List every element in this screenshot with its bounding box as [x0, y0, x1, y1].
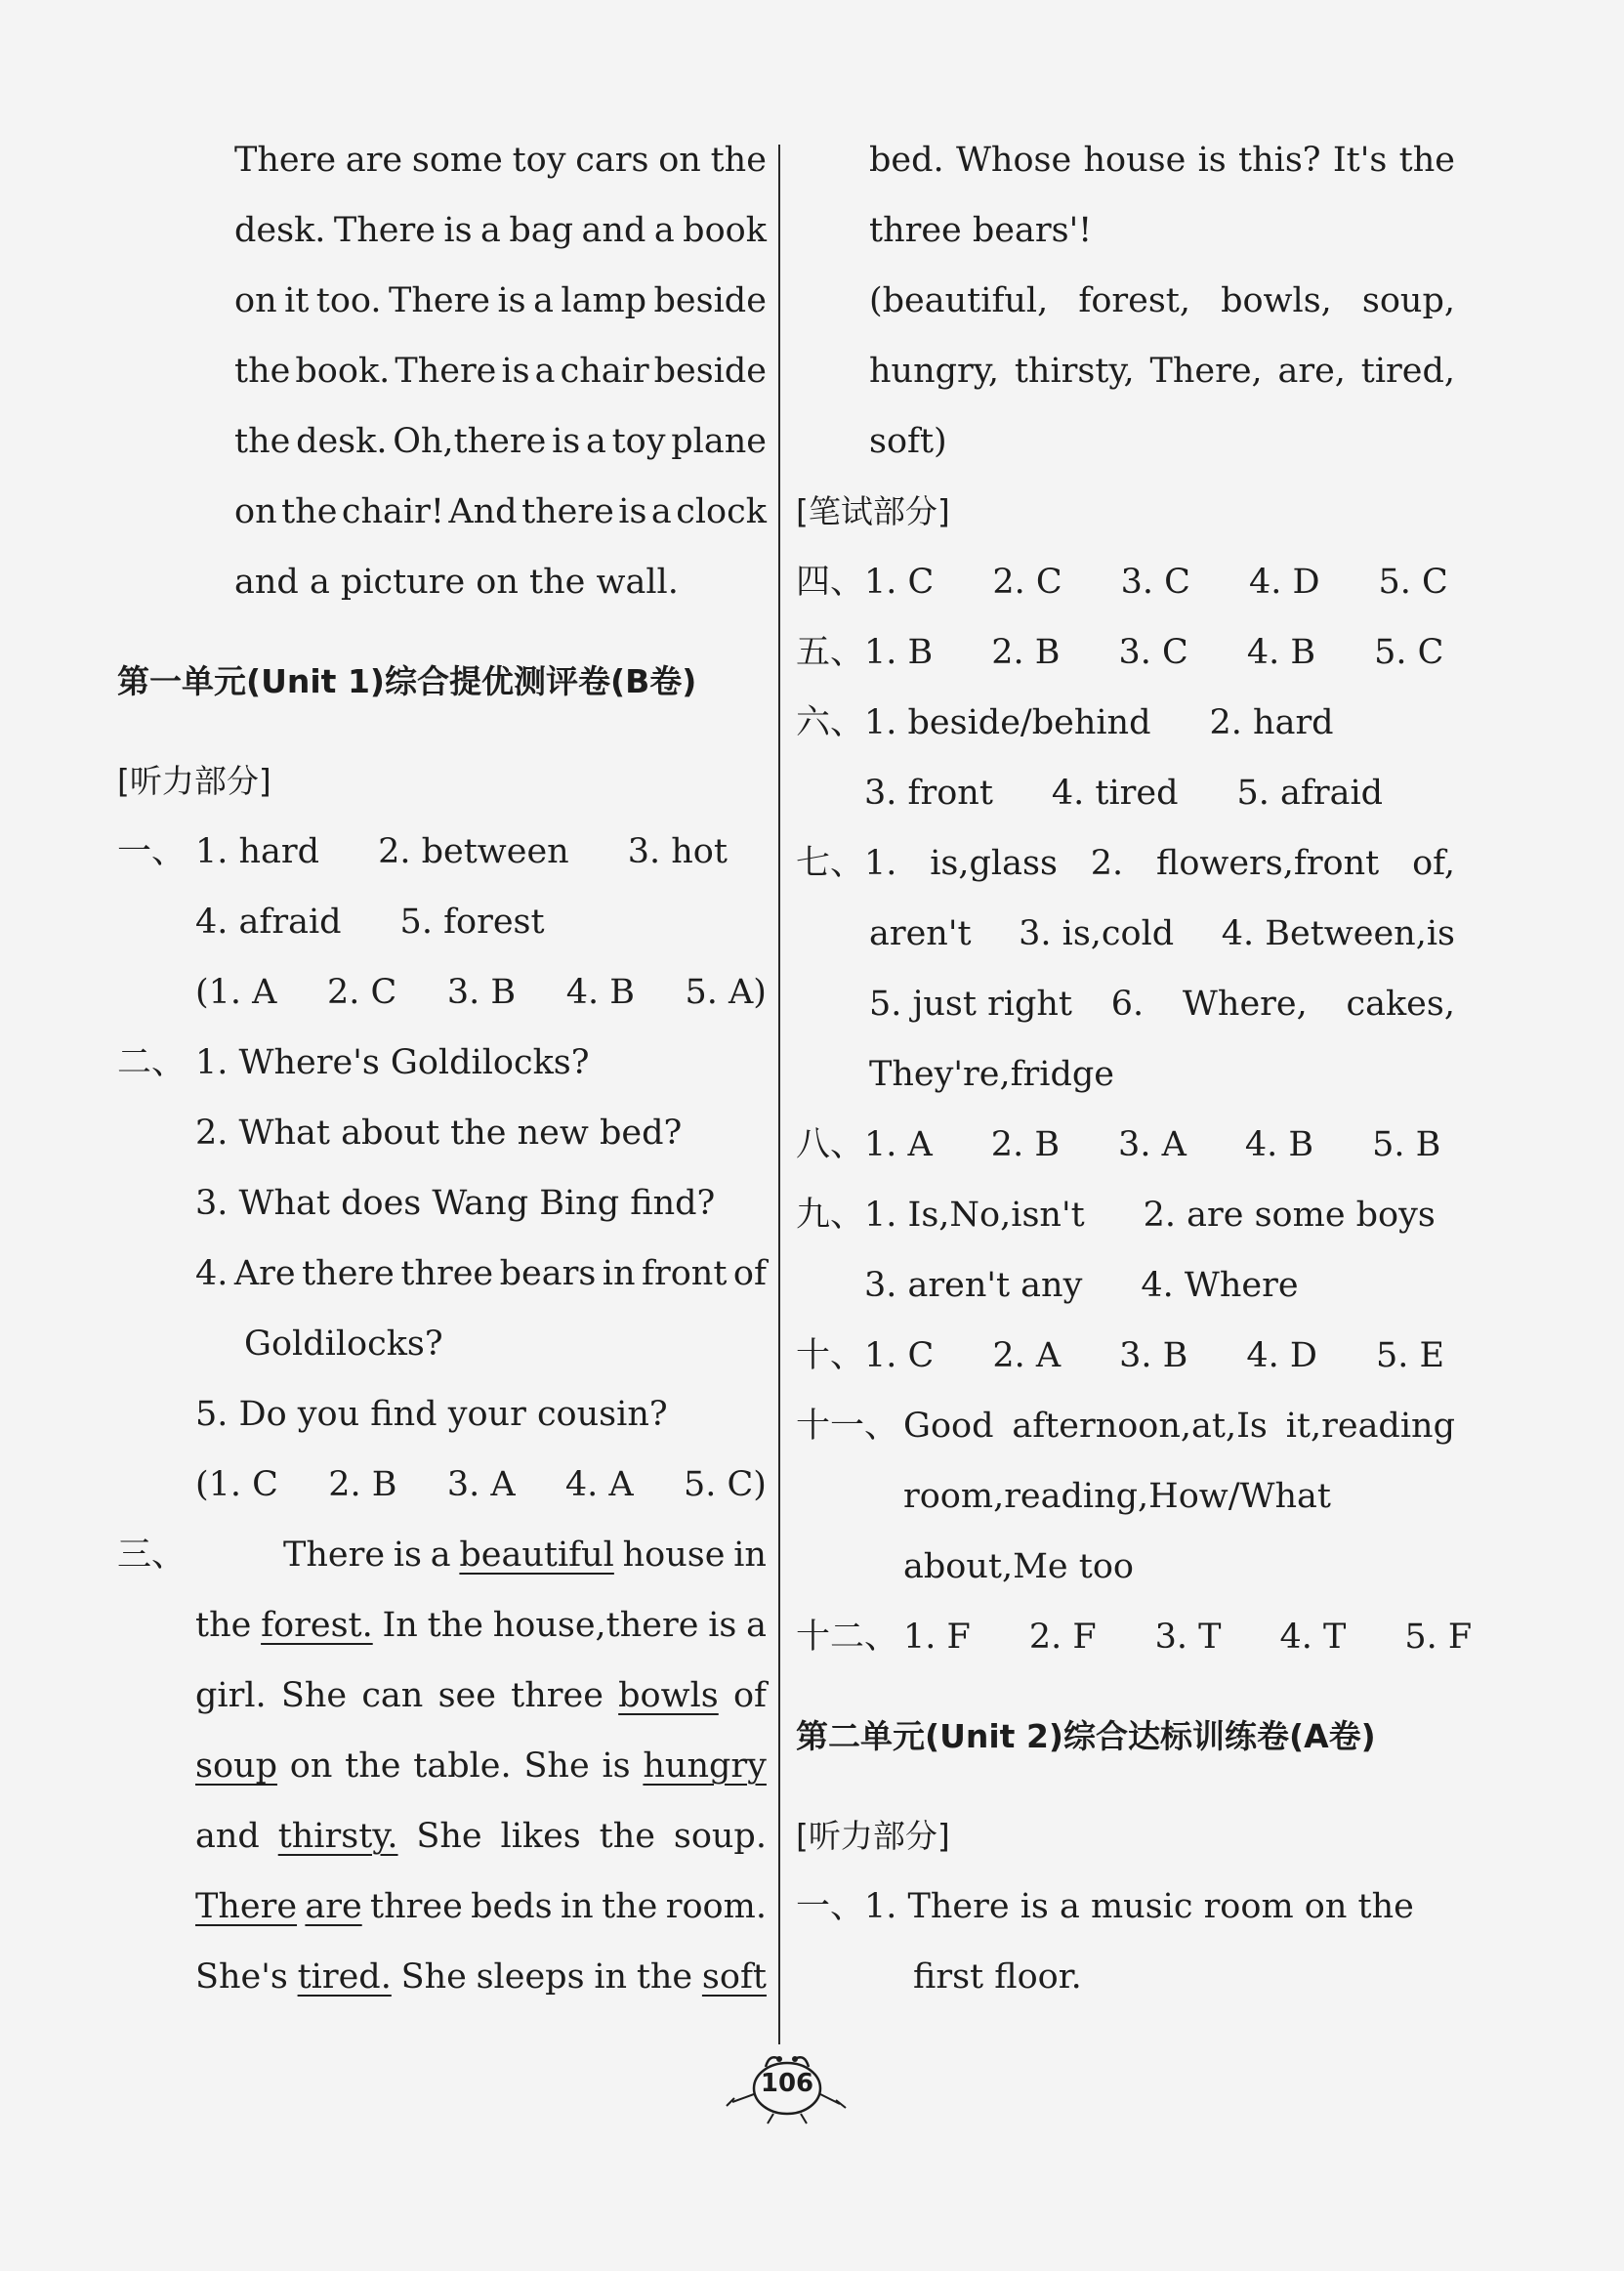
blank-answer: forest.: [261, 1606, 373, 1645]
section-3: [117, 1520, 767, 2012]
unit2-a-title: 第二单元(Unit 2)综合达标训练卷(A卷): [796, 1717, 1376, 1755]
section-9-line-2: 3. aren't any 4. Where: [864, 1266, 1299, 1305]
section-8: 八、1. A 2. B 3. A 4. B 5. B: [796, 1125, 1441, 1164]
passage-line-3: on it too. There is a lamp beside: [234, 281, 767, 320]
section-6-line-1: 六、1. beside/behind 2. hard: [796, 703, 1334, 742]
section-2-q4: 4. Are there three bears in front of: [195, 1254, 767, 1293]
section-3-line-4: soup on the table. She is hungry: [195, 1731, 767, 1801]
section-11-line-1: 十一、 Good afternoon,at,Is it,reading: [796, 1407, 1455, 1446]
section-3-line-6: There are three beds in the room.: [195, 1871, 767, 1942]
section-12: 十二、 1. F 2. F 3. T 4. T 5. F: [796, 1618, 1473, 1657]
passage-line-7: and a picture on the wall.: [234, 563, 679, 602]
word-bank-line-1: (beautiful, forest, bowls, soup,: [869, 281, 1455, 320]
section-6-line-2: 3. front 4. tired 5. afraid: [864, 774, 1384, 813]
passage-cont-line-2: three bears'!: [869, 211, 1093, 250]
section-2-q1: 二、 1. Where's Goldilocks?: [117, 1028, 767, 1098]
blank-answer: tired.: [297, 1957, 392, 1997]
right-column: [796, 125, 1473, 2012]
section-2-prefix: 二、: [117, 1043, 187, 1082]
unit2-section-1-line-1: 一、1. There is a music room on the: [796, 1887, 1414, 1926]
section-10: 十、1. C 2. A 3. B 4. D 5. E: [796, 1336, 1445, 1375]
blank-answer: soup: [195, 1746, 277, 1786]
section-7-line-1: 七、 1. is,glass 2. flowers,front of,: [796, 844, 1455, 883]
section-1-line-2: 4. afraid 5. forest: [195, 903, 545, 942]
section-2-q5: 5. Do you find your cousin?: [195, 1395, 668, 1434]
section-4: 四、1. C 2. C 3. C 4. D 5. C: [796, 563, 1448, 602]
section-9-line-1: 九、1. Is,No,isn't 2. are some boys: [796, 1196, 1436, 1235]
section-1-answers: (1. A 2. C 3. B 4. B 5. A): [195, 973, 767, 1012]
column-divider: [778, 145, 780, 2044]
word-bank-line-2: hungry, thirsty, There, are, tired,: [869, 352, 1455, 391]
unit1-b-title: 第一单元(Unit 1)综合提优测评卷(B卷): [117, 662, 697, 700]
section-2-q3: 3. What does Wang Bing find?: [195, 1184, 716, 1223]
passage-line-5: the desk. Oh,there is a toy plane: [234, 422, 767, 461]
section-11-line-3: about,Me too: [903, 1547, 1134, 1586]
section-1-prefix: 一、: [117, 832, 187, 871]
section-7-line-4: They're,fridge: [869, 1055, 1114, 1094]
blank-answer: soft: [701, 1957, 767, 1997]
blank-answer: are: [305, 1887, 362, 1926]
section-2-answers: (1. C 2. B 3. A 4. A 5. C): [195, 1465, 767, 1504]
section-5: 五、1. B 2. B 3. C 4. B 5. C: [796, 633, 1444, 672]
section-7-line-3: 5. just right 6. Where, cakes,: [869, 985, 1455, 1024]
listening-label: [听力部分]: [117, 762, 271, 800]
blank-answer: hungry: [643, 1746, 767, 1786]
written-label: [笔试部分]: [796, 492, 950, 530]
page-number: 106: [760, 2069, 814, 2098]
section-7-line-2: aren't 3. is,cold 4. Between,is: [869, 914, 1455, 953]
left-column: [117, 125, 767, 2012]
blank-answer: thirsty.: [277, 1817, 398, 1856]
blank-answer: bowls: [618, 1676, 719, 1715]
passage-block: [234, 125, 767, 617]
passage-line-2: desk. There is a bag and a book: [234, 211, 767, 250]
section-3-line-2: the forest. In the house,there is a: [195, 1590, 767, 1661]
passage-cont-line-1: bed. Whose house is this? It's the: [869, 141, 1455, 180]
section-11-line-2: room,reading,How/What: [903, 1477, 1331, 1516]
section-3-line-1: There is a beautiful house in: [283, 1520, 767, 1590]
section-2-q2: 2. What about the new bed?: [195, 1114, 683, 1153]
section-3-line-5: and thirsty. She likes the soup.: [195, 1801, 767, 1871]
passage-line-1: There are some toy cars on the: [234, 141, 767, 180]
passage-line-6: on the chair! And there is a clock: [234, 492, 767, 531]
unit2-section-1-line-2: first floor.: [913, 1957, 1082, 1997]
passage-line-4: the book. There is a chair beside: [234, 352, 767, 391]
blank-answer: beautiful: [459, 1535, 614, 1575]
section-1-line-1: 一、 1. hard 2. between 3. hot: [117, 817, 767, 887]
section-3-prefix: 三、: [117, 1535, 187, 1575]
section-2-q4-cont: Goldilocks?: [244, 1325, 443, 1364]
word-bank-line-3: soft): [869, 422, 947, 461]
section-3-line-7: She's tired. She sleeps in the soft: [195, 1942, 767, 2012]
unit2-listening-label: [听力部分]: [796, 1817, 950, 1855]
page-number-badge: [723, 2041, 850, 2129]
section-3-line-3: girl. She can see three bowls of: [195, 1661, 767, 1731]
blank-answer: There: [195, 1887, 298, 1926]
